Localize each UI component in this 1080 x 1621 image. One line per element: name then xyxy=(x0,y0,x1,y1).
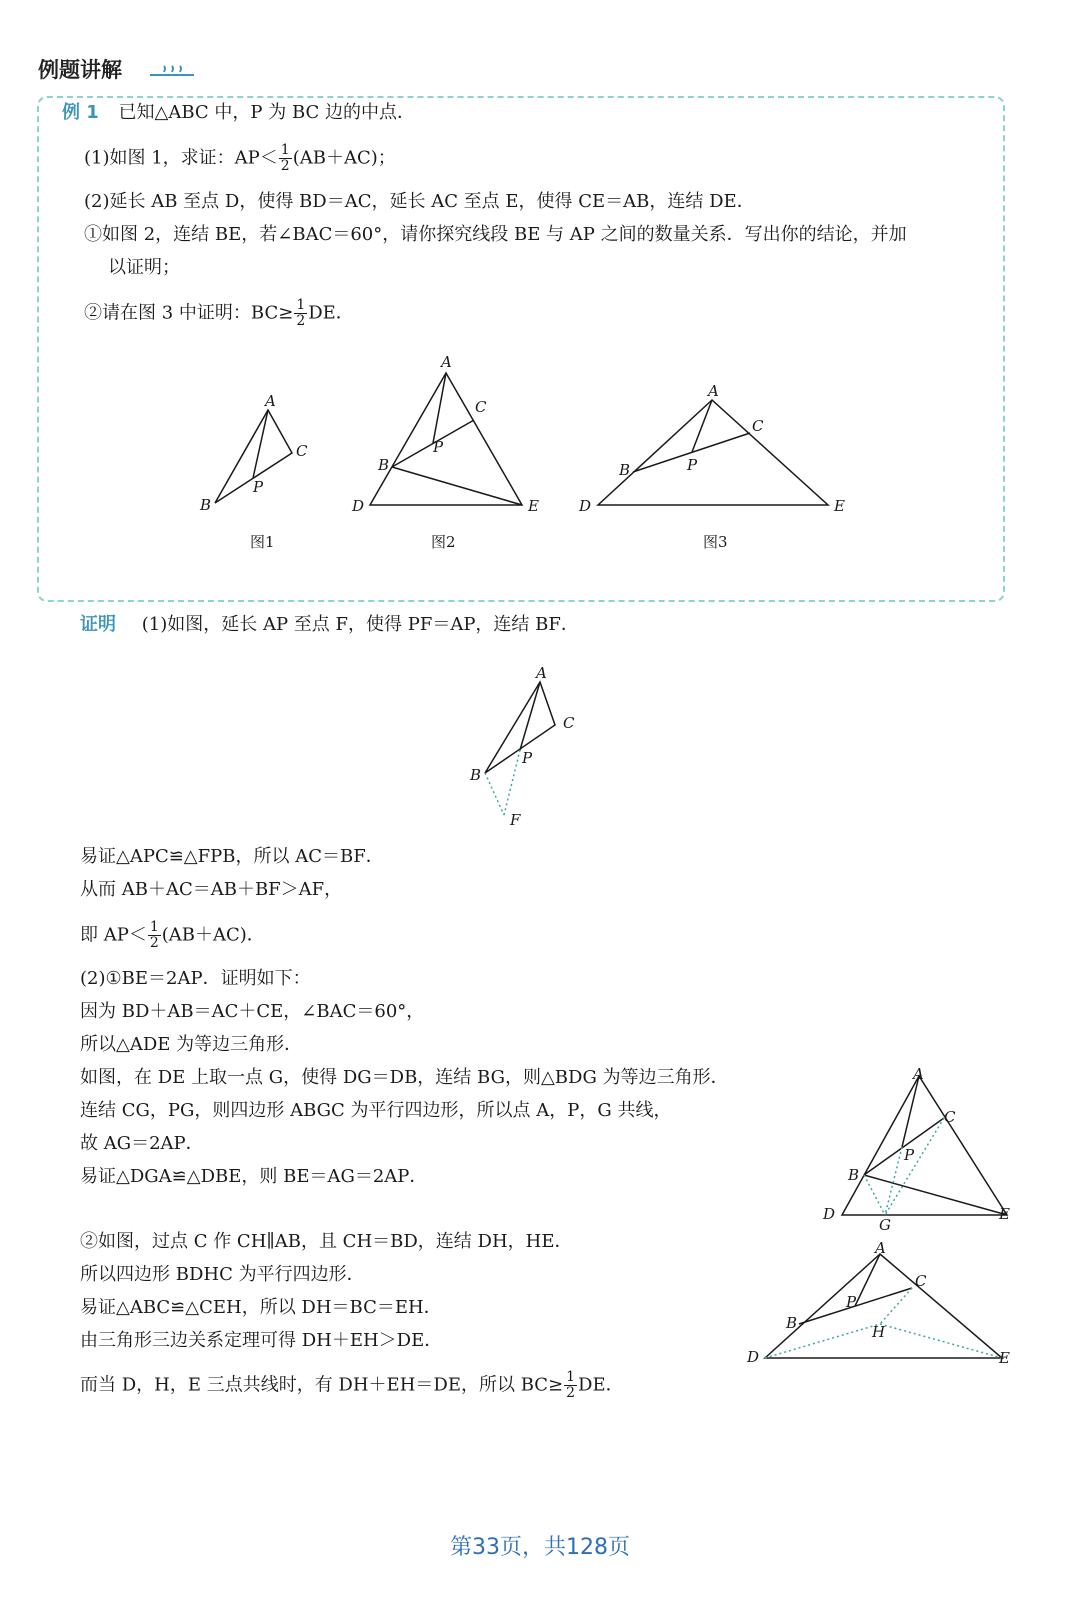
proof-line-15: 由三角形三边关系定理可得 DH＋EH＞DE． xyxy=(80,1330,443,1351)
proof-line-6: 因为 BD＋AB＝AC＋CE，∠BAC＝60°， xyxy=(80,1001,425,1022)
section-title: 例题讲解 xyxy=(38,58,122,82)
fig1-label-P: P xyxy=(253,478,264,496)
fig3-label-A: A xyxy=(708,382,719,400)
fig3-caption: 图3 xyxy=(703,533,728,551)
fig3-label-B: B xyxy=(619,461,631,479)
question-2-1-line1: ①如图 2，连结 BE，若∠BAC＝60°，请你探究线段 BE 与 AP 之间的数量关系．写出你的结论，并加 xyxy=(84,224,907,245)
fig2-label-E: E xyxy=(528,497,539,515)
proof-figure-1 xyxy=(460,660,600,830)
fig1-caption: 图1 xyxy=(250,533,275,551)
fig3-label-C: C xyxy=(752,417,764,435)
question-2-1-line2: 以证明； xyxy=(108,257,180,278)
proof-line-16-prefix: 而当 D，H，E 三点共线时，有 DH＋EH＝DE，所以 BC≥ xyxy=(80,1374,564,1396)
proof-line-11: 易证△DGA≌△DBE，则 BE＝AG＝2AP． xyxy=(80,1166,428,1187)
proof-fig3-label-H: H xyxy=(872,1323,886,1341)
proof-line-8: 如图，在 DE 上取一点 G，使得 DG＝DB，连结 BG，则△BDG 为等边三角形． xyxy=(80,1067,729,1088)
proof-line-16-fraction xyxy=(564,1370,577,1401)
proof-line-12: ②如图，过点 C 作 CH∥AB，且 CH＝BD，连结 DH，HE． xyxy=(80,1231,573,1252)
fraction-denominator: 2 xyxy=(280,158,290,174)
q1-prefix: (1)如图 1，求证：AP＜ xyxy=(84,147,278,169)
proof-line-4 xyxy=(80,920,265,951)
proof-fig1-label-B: B xyxy=(470,766,482,784)
question-2-2 xyxy=(84,298,354,329)
problem-figures xyxy=(0,340,1080,570)
page-indicator: 第33页，共128页 xyxy=(450,1535,630,1560)
q2-2-prefix: ②请在图 3 中证明：BC≥ xyxy=(84,302,294,324)
proof-fig1-label-P: P xyxy=(522,749,533,767)
proof-fig1-label-A: A xyxy=(536,664,547,682)
fig3-label-P: P xyxy=(687,456,698,474)
proof-fig1-label-F: F xyxy=(510,811,521,829)
q2-2-fraction xyxy=(294,298,307,329)
proof-line-10: 故 AG＝2AP． xyxy=(80,1133,204,1154)
proof-line-5: (2)①BE＝2AP．证明如下： xyxy=(80,968,311,989)
fig1-label-A: A xyxy=(265,392,276,410)
proof-line-1-text: (1)如图，延长 AP 至点 F，使得 PF＝AP，连结 BF． xyxy=(141,614,579,635)
problem-intro-line xyxy=(62,100,415,126)
q2-2-suffix: DE． xyxy=(308,302,354,324)
proof-label: 证明 xyxy=(80,614,116,635)
proof-fig2-label-C: C xyxy=(944,1108,956,1126)
fraction-denominator: 2 xyxy=(566,1385,576,1401)
proof-fig2-label-B: B xyxy=(848,1166,860,1184)
proof-line-2: 易证△APC≌△FPB，所以 AC＝BF． xyxy=(80,846,384,867)
fig1-label-B: B xyxy=(200,496,212,514)
fig2-label-A: A xyxy=(441,353,452,371)
fig2-label-P: P xyxy=(433,438,444,456)
fig2-label-C: C xyxy=(475,398,487,416)
proof-figure-2 xyxy=(815,1062,1025,1237)
fig2-label-D: D xyxy=(352,497,365,515)
proof-fig1-label-C: C xyxy=(563,714,575,732)
fig1-label-C: C xyxy=(296,442,308,460)
proof-line-7: 所以△ADE 为等边三角形． xyxy=(80,1034,303,1055)
proof-line-4-suffix: (AB＋AC)． xyxy=(161,924,265,946)
fig3-label-D: D xyxy=(579,497,592,515)
proof-line-4-fraction xyxy=(148,920,161,951)
fraction-denominator: 2 xyxy=(149,935,159,951)
problem-intro: 已知△ABC 中，P 为 BC 边的中点． xyxy=(118,102,416,123)
fraction-numerator: 1 xyxy=(296,297,306,313)
question-1 xyxy=(84,143,396,174)
proof-line-16-suffix: DE． xyxy=(578,1374,624,1396)
proof-fig2-label-G: G xyxy=(879,1216,891,1234)
fraction-numerator: 1 xyxy=(280,142,290,158)
fraction-numerator: 1 xyxy=(566,1369,576,1385)
proof-fig3-label-C: C xyxy=(915,1272,927,1290)
proof-fig3-label-B: B xyxy=(786,1314,798,1332)
problem-label: 例 1 xyxy=(62,102,99,123)
proof-fig3-label-E: E xyxy=(999,1349,1010,1367)
q1-suffix: (AB＋AC)； xyxy=(292,147,396,169)
proof-line-3: 从而 AB＋AC＝AB＋BF＞AF， xyxy=(80,879,343,900)
proof-fig2-label-A: A xyxy=(913,1065,924,1083)
proof-line-4-prefix: 即 AP＜ xyxy=(80,924,147,946)
proof-fig3-label-P: P xyxy=(846,1293,857,1311)
question-2: (2)延长 AB 至点 D，使得 BD＝AC，延长 AC 至点 E，使得 CE＝AB，连结 DE． xyxy=(84,191,755,212)
proof-fig3-label-D: D xyxy=(747,1348,760,1366)
fraction-denominator: 2 xyxy=(296,313,306,329)
figure-2 xyxy=(370,373,522,505)
proof-fig2-label-E: E xyxy=(999,1205,1010,1223)
proof-fig3-label-A: A xyxy=(875,1239,886,1257)
fraction-numerator: 1 xyxy=(149,919,159,935)
fig3-label-E: E xyxy=(834,497,845,515)
proof-line-9: 连结 CG，PG，则四边形 ABGC 为平行四边形，所以点 A，P，G 共线， xyxy=(80,1100,672,1121)
fig2-caption: 图2 xyxy=(431,533,456,551)
proof-line-14: 易证△ABC≌△CEH，所以 DH＝BC＝EH． xyxy=(80,1297,442,1318)
fig2-label-B: B xyxy=(378,456,390,474)
proof-line-1 xyxy=(80,612,579,638)
q1-fraction xyxy=(279,143,292,174)
title-decoration xyxy=(150,62,195,78)
proof-line-16 xyxy=(80,1370,624,1401)
proof-line-13: 所以四边形 BDHC 为平行四边形． xyxy=(80,1264,365,1285)
proof-fig2-label-D: D xyxy=(823,1205,836,1223)
figure-3 xyxy=(598,400,828,505)
proof-fig2-label-P: P xyxy=(904,1146,915,1164)
proof-figure-3 xyxy=(740,1236,1020,1371)
